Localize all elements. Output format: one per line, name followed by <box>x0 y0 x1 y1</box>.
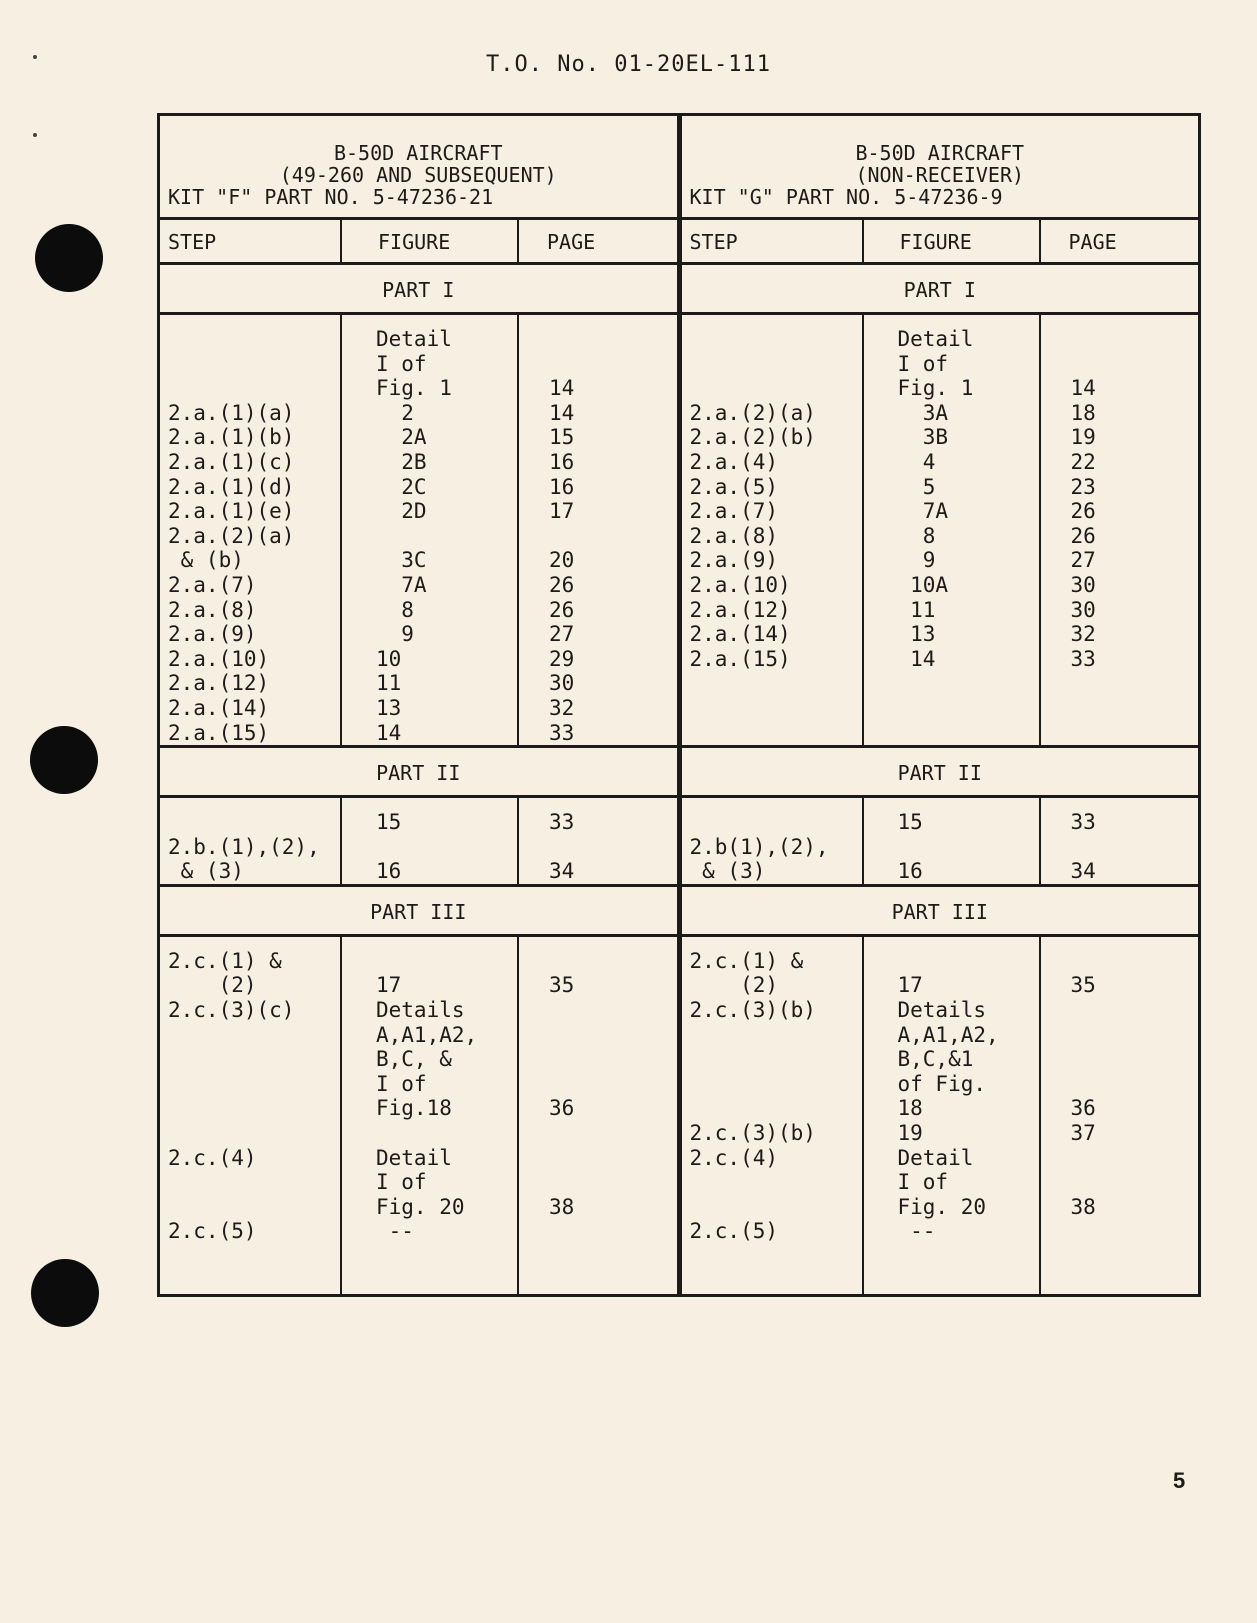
page-cell: 22 <box>1070 449 1096 474</box>
step-cell <box>168 810 340 835</box>
figure-cell: 2D <box>376 499 427 524</box>
figure-cell: 14 <box>376 720 402 745</box>
page-cell <box>549 1121 677 1146</box>
step-cell <box>690 671 862 696</box>
page-cell: 14 <box>1070 376 1096 401</box>
kit-title-line: (NON-RECEIVER) <box>855 163 1025 187</box>
punch-hole-middle <box>30 726 98 794</box>
page-cell <box>549 1047 677 1072</box>
page-cell: 33 <box>549 720 575 745</box>
step-cell <box>168 327 340 352</box>
step-cell: 2.c.(3)(c) <box>168 998 295 1023</box>
punch-hole-bottom <box>31 1259 99 1327</box>
page-column <box>1039 315 1199 745</box>
part3-body <box>682 937 1199 1294</box>
figure-cell: 9 <box>897 548 936 573</box>
figure-cell: of Fig. <box>897 1071 987 1096</box>
step-cell: 2.a.(12) <box>689 597 791 622</box>
page-cell <box>549 327 677 352</box>
figure-column <box>862 798 1039 884</box>
part1-body <box>160 315 677 748</box>
step-cell <box>690 376 862 401</box>
step-cell <box>168 1072 340 1097</box>
figure-cell <box>898 721 1039 746</box>
step-cell: 2.b(1),(2), <box>689 834 829 859</box>
part2-heading: PART II <box>682 748 1199 798</box>
step-cell: 2.a.(1)(d) <box>168 474 295 499</box>
page-cell: 26 <box>549 597 575 622</box>
figure-cell: 2C <box>376 474 427 499</box>
part2-heading: PART II <box>160 748 677 798</box>
page-cell <box>549 1170 677 1195</box>
page-cell <box>549 998 677 1023</box>
figure-column <box>340 798 517 884</box>
figure-column <box>862 315 1039 745</box>
page-cell: 34 <box>1070 859 1096 884</box>
figure-cell: -- <box>376 1219 414 1244</box>
step-column-header: STEP <box>168 230 217 254</box>
step-cell: 2.a.(8) <box>689 523 779 548</box>
step-cell: 2.a.(14) <box>689 622 791 647</box>
page-cell <box>549 835 677 860</box>
part3-body <box>160 937 677 1294</box>
document-header: T.O. No. 01-20EL-111 <box>486 52 771 77</box>
figure-cell: 17 <box>897 973 923 998</box>
page-cell: 16 <box>549 474 575 499</box>
step-cell <box>168 1096 340 1121</box>
figure-cell: 18 <box>897 1096 923 1121</box>
step-column <box>682 937 862 1294</box>
step-cell: 2.a.(1)(c) <box>168 449 295 474</box>
figure-cell: I of <box>897 1170 949 1195</box>
figure-cell: 8 <box>897 523 936 548</box>
kit-title-line: (49-260 AND SUBSEQUENT) <box>279 163 557 187</box>
step-cell: 2.c.(1) & <box>689 948 804 973</box>
paper-speck <box>33 55 37 59</box>
part1-heading: PART I <box>160 265 677 315</box>
page-cell: 26 <box>1070 523 1096 548</box>
page-cell: 30 <box>1070 572 1096 597</box>
figure-cell: 4 <box>897 449 936 474</box>
figure-cell: 2B <box>376 449 427 474</box>
page-column <box>517 315 677 745</box>
figure-cell: 3A <box>897 400 949 425</box>
step-cell: (2) <box>168 973 257 998</box>
page-cell: 16 <box>549 449 575 474</box>
figure-cell: -- <box>897 1219 936 1244</box>
figure-cell: 15 <box>897 810 923 835</box>
figure-cell <box>376 835 517 860</box>
page-cell: 30 <box>549 671 575 696</box>
page-cell: 35 <box>1070 973 1096 998</box>
figure-cell <box>898 671 1039 696</box>
page-column <box>1039 937 1199 1294</box>
page-cell: 14 <box>549 400 575 425</box>
page-cell <box>1071 1072 1199 1097</box>
step-cell: & (3) <box>168 859 244 884</box>
step-cell: 2.a.(2)(a) <box>168 523 295 548</box>
page-cell <box>549 524 677 549</box>
figure-cell <box>898 696 1039 721</box>
figure-cell: 14 <box>897 646 936 671</box>
page-cell <box>549 1146 677 1171</box>
page-cell: 36 <box>549 1096 575 1121</box>
step-cell: 2.c.(5) <box>689 1219 779 1244</box>
page-cell <box>1071 1047 1199 1072</box>
step-cell <box>168 1121 340 1146</box>
page-cell <box>1071 721 1199 746</box>
page-column <box>517 937 677 1294</box>
figure-cell: I of <box>376 351 427 376</box>
right-kit-section <box>677 116 1199 1294</box>
page-cell <box>549 1219 677 1244</box>
kit-title-line: KIT "F" PART NO. 5-47236-21 <box>168 185 494 209</box>
page-cell: 19 <box>1070 425 1096 450</box>
step-column <box>160 937 340 1294</box>
step-cell <box>690 327 862 352</box>
step-cell <box>690 1096 862 1121</box>
figure-cell: 15 <box>376 810 402 835</box>
step-cell <box>168 1047 340 1072</box>
step-cell: 2.a.(7) <box>689 499 779 524</box>
page-cell: 32 <box>549 695 575 720</box>
figure-column <box>340 937 517 1294</box>
page-cell: 17 <box>549 499 575 524</box>
page-cell <box>1071 1023 1199 1048</box>
page-cell <box>549 1072 677 1097</box>
figure-cell: 2A <box>376 425 427 450</box>
step-cell: 2.a.(15) <box>168 720 270 745</box>
page-cell <box>549 949 677 974</box>
step-cell <box>168 1195 340 1220</box>
figure-cell <box>898 835 1039 860</box>
step-cell: 2.a.(14) <box>168 695 270 720</box>
figure-cell <box>376 1121 517 1146</box>
figure-cell: Detail <box>897 327 974 351</box>
page-cell: 29 <box>549 646 575 671</box>
step-cell <box>168 376 340 401</box>
figure-cell: 11 <box>376 671 402 696</box>
step-cell: 2.a.(8) <box>168 597 257 622</box>
kit-title-line: B-50D AIRCRAFT <box>855 141 1025 165</box>
page-cell: 32 <box>1070 622 1096 647</box>
page-cell <box>1071 1219 1199 1244</box>
page-cell: 36 <box>1070 1096 1096 1121</box>
figure-cell: 16 <box>897 859 923 884</box>
page-cell: 34 <box>549 859 575 884</box>
step-column <box>682 798 862 884</box>
part3-heading: PART III <box>160 887 677 937</box>
step-column <box>160 798 340 884</box>
figure-cell: 3C <box>376 548 427 573</box>
figure-cell <box>376 949 517 974</box>
figure-cell: Fig. 20 <box>897 1194 987 1219</box>
figure-cell: I of <box>376 1170 427 1195</box>
left-kit-section <box>160 116 677 1294</box>
page-cell <box>1071 1146 1199 1171</box>
step-cell: 2.a.(4) <box>689 449 779 474</box>
page-cell: 20 <box>549 548 575 573</box>
page-cell <box>549 352 677 377</box>
step-cell <box>690 352 862 377</box>
part2-body <box>682 798 1199 887</box>
step-cell: 2.a.(10) <box>168 646 270 671</box>
figure-cell: B,C,&1 <box>897 1047 974 1072</box>
figure-cell: Fig. 20 <box>376 1194 465 1219</box>
figure-cell: Details <box>376 998 465 1023</box>
kit-title <box>160 116 677 220</box>
page-cell: 15 <box>549 425 575 450</box>
page-cell: 27 <box>1070 548 1096 573</box>
step-cell: 2.c.(3)(b) <box>689 1121 816 1146</box>
step-cell: 2.a.(9) <box>689 548 779 573</box>
step-cell <box>690 1170 862 1195</box>
figure-cell: 3B <box>897 425 949 450</box>
page-cell: 26 <box>549 572 575 597</box>
part1-heading: PART I <box>682 265 1199 315</box>
page-cell <box>1071 949 1199 974</box>
page-column-header: PAGE <box>1039 220 1199 262</box>
kit-reference-table <box>157 113 1201 1297</box>
page-cell: 33 <box>1070 646 1096 671</box>
step-cell: 2.a.(5) <box>689 474 779 499</box>
step-cell <box>168 1023 340 1048</box>
figure-cell: Fig.18 <box>376 1096 452 1121</box>
figure-cell: 11 <box>897 597 936 622</box>
page-cell: 14 <box>549 376 575 401</box>
kit-title-line: B-50D AIRCRAFT <box>333 141 503 165</box>
page-cell: 37 <box>1070 1121 1096 1146</box>
figure-cell: Detail <box>376 327 452 351</box>
step-cell: 2.c.(3)(b) <box>689 998 816 1023</box>
step-cell: 2.a.(10) <box>689 572 791 597</box>
part2-body <box>160 798 677 887</box>
page-cell: 33 <box>549 810 575 835</box>
figure-cell: 9 <box>376 622 414 647</box>
step-cell: 2.a.(1)(e) <box>168 499 295 524</box>
figure-cell: 7A <box>376 572 427 597</box>
step-cell: 2.b.(1),(2), <box>168 834 320 859</box>
figure-cell: I of <box>897 351 949 376</box>
page-column-header: PAGE <box>517 220 677 262</box>
page-cell <box>1071 1170 1199 1195</box>
step-cell <box>690 1023 862 1048</box>
punch-hole-top <box>35 224 103 292</box>
page-cell: 38 <box>1070 1194 1096 1219</box>
page-cell: 23 <box>1070 474 1096 499</box>
step-cell <box>690 1047 862 1072</box>
figure-cell: 2 <box>376 400 414 425</box>
figure-cell: 17 <box>376 973 402 998</box>
page-number: 5 <box>1173 1468 1186 1493</box>
figure-cell: 10 <box>376 646 402 671</box>
step-cell: 2.a.(12) <box>168 671 270 696</box>
page-cell <box>1071 998 1199 1023</box>
figure-cell: 13 <box>897 622 936 647</box>
part1-body <box>682 315 1199 748</box>
paper-speck <box>33 133 37 137</box>
figure-cell: I of <box>376 1071 427 1096</box>
page-cell: 26 <box>1070 499 1096 524</box>
page-cell <box>1071 835 1199 860</box>
figure-cell: A,A1,A2, <box>376 1022 478 1047</box>
part3-heading: PART III <box>682 887 1199 937</box>
kit-title-line: KIT "G" PART NO. 5-47236-9 <box>689 185 1003 209</box>
step-cell: 2.a.(15) <box>689 646 791 671</box>
step-cell <box>690 721 862 746</box>
figure-column-header: FIGURE <box>862 220 1039 262</box>
step-column-header: STEP <box>689 230 738 254</box>
page-cell: 38 <box>549 1194 575 1219</box>
column-header-row <box>682 220 1199 265</box>
figure-column <box>862 937 1039 1294</box>
figure-cell: 16 <box>376 859 402 884</box>
figure-cell: 10A <box>897 572 949 597</box>
figure-cell: 5 <box>897 474 936 499</box>
step-cell: 2.a.(2)(b) <box>689 425 816 450</box>
step-cell: & (3) <box>689 859 766 884</box>
figure-cell: Detail <box>376 1145 452 1170</box>
page-cell <box>549 1023 677 1048</box>
figure-cell <box>376 524 517 549</box>
figure-cell: Fig. 1 <box>897 376 974 401</box>
step-column <box>160 315 340 745</box>
figure-cell: 8 <box>376 597 414 622</box>
figure-cell <box>898 949 1039 974</box>
column-header-row <box>160 220 677 265</box>
kit-title <box>682 116 1199 220</box>
figure-cell: Details <box>897 998 987 1023</box>
page-cell <box>1071 327 1199 352</box>
step-cell: (2) <box>689 973 779 998</box>
figure-cell: Fig. 1 <box>376 376 452 401</box>
figure-cell: Detail <box>897 1145 974 1170</box>
page-cell: 18 <box>1070 400 1096 425</box>
page-column <box>1039 798 1199 884</box>
page-cell <box>1071 671 1199 696</box>
step-cell: 2.c.(4) <box>689 1145 779 1170</box>
step-column <box>682 315 862 745</box>
figure-cell: 19 <box>897 1121 923 1146</box>
page-cell: 30 <box>1070 597 1096 622</box>
page-cell <box>1071 696 1199 721</box>
step-cell <box>690 696 862 721</box>
step-cell: 2.a.(1)(b) <box>168 425 295 450</box>
figure-cell: 7A <box>897 499 949 524</box>
figure-cell: B,C, & <box>376 1047 452 1072</box>
step-cell: 2.a.(7) <box>168 572 257 597</box>
step-cell <box>168 1170 340 1195</box>
step-cell <box>690 1195 862 1220</box>
figure-column <box>340 315 517 745</box>
step-cell: 2.c.(5) <box>168 1219 257 1244</box>
page-cell: 33 <box>1070 810 1096 835</box>
step-cell: 2.c.(4) <box>168 1145 257 1170</box>
figure-column-header: FIGURE <box>340 220 517 262</box>
step-cell: & (b) <box>168 548 244 573</box>
figure-cell: 13 <box>376 695 402 720</box>
step-cell: 2.a.(1)(a) <box>168 400 295 425</box>
step-cell <box>690 810 862 835</box>
page-cell: 35 <box>549 973 575 998</box>
page-cell <box>1071 352 1199 377</box>
step-cell: 2.a.(9) <box>168 622 257 647</box>
figure-cell: A,A1,A2, <box>897 1022 999 1047</box>
step-cell: 2.a.(2)(a) <box>689 400 816 425</box>
step-cell <box>690 1072 862 1097</box>
page-cell: 27 <box>549 622 575 647</box>
page-column <box>517 798 677 884</box>
step-cell: 2.c.(1) & <box>168 948 282 973</box>
step-cell <box>168 352 340 377</box>
